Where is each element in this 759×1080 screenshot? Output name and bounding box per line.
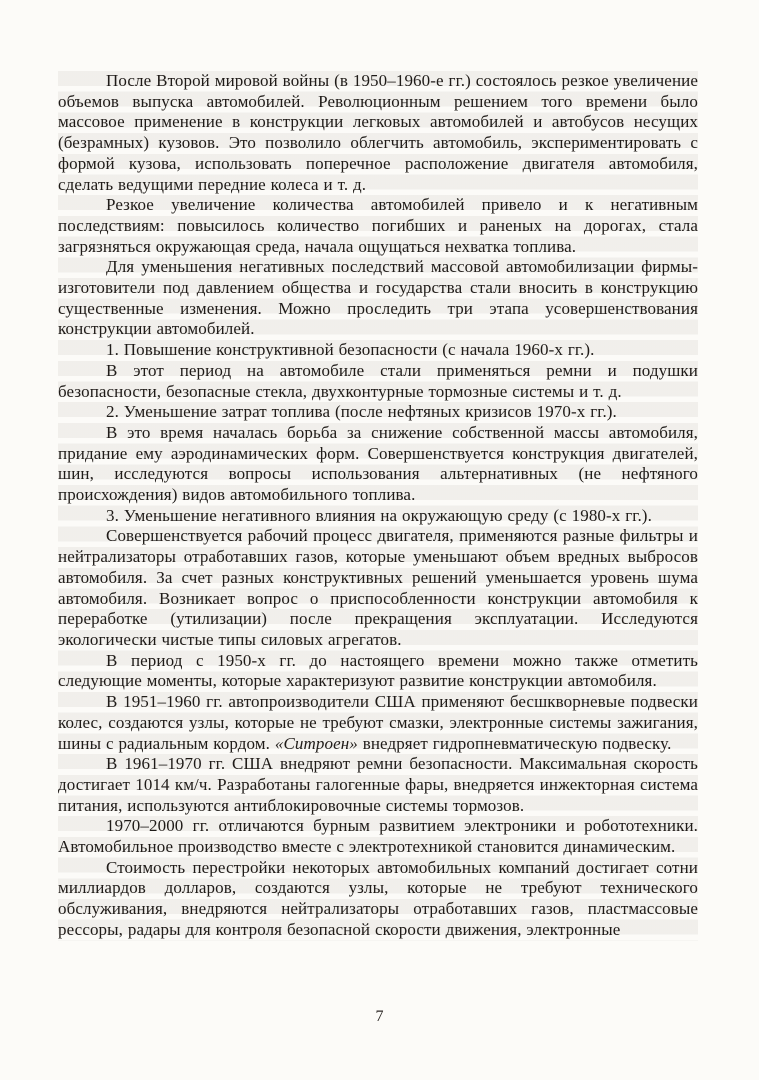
paragraph: В период с 1950-х гг. до настоящего времени можно также отметить следующие моменты, которые характеризуют развитие конструкции автомобиля. — [58, 650, 698, 691]
page-number: 7 — [375, 1008, 384, 1025]
paragraph — [58, 692, 698, 754]
paragraph-segment: В 1951–1960 гг. автопроизводители США применяют бесшкворневые подвески колес, создаются узлы, которые не требуют смазки, электронные системы зажигания, шины с радиальным кордом. — [58, 692, 698, 753]
brand-name-citroen: «Ситроен» — [274, 733, 358, 753]
paragraph-segment: внедряет гидропневматическую подвеску. — [357, 733, 672, 753]
text-block — [58, 71, 698, 941]
paragraph: Стоимость перестройки некоторых автомобильных компаний достигает сотни миллиардов долларов, создаются узлы, которые не требуют технического обслуживания, внедряются нейтрализаторы отработавших газов, пластмассовые рессоры, радары для контроля безопасной скорости движения, электронные — [58, 857, 698, 939]
paragraph: В это время началась борьба за снижение собственной массы автомобиля, придание ему аэродинамических форм. Совершенствуется конструкция двигателей, шин, исследуются вопросы использования альтернативных (не нефтяного происхождения) видов автомобильного топлива. — [58, 422, 698, 505]
list-item-3: 3. Уменьшение негативного влияния на окружающую среду (с 1980-х гг.). — [106, 505, 652, 525]
paragraph: В этот период на автомобиле стали применяться ремни и подушки безопасности, безопасные стекла, двухконтурные тормозные системы и т. д. — [58, 360, 698, 401]
paragraph: Совершенствуется рабочий процесс двигателя, применяются разные фильтры и нейтрализаторы отработавших газов, которые уменьшают объем вредных выбросов автомобиля. За счет разных конструктивных решений уменьшается уровень шума автомобиля. Возникает вопрос о приспособленности конструкции автомобиля к переработке (утилизации) после прекращения эксплуатации. Исследуются экологически чистые типы силовых агрегатов. — [58, 526, 698, 649]
paragraph: Резкое увеличение количества автомобилей привело и к негативным последствиям: повысилось количество погибших и раненых на дорогах, стала загрязняться окружающая среда, начала ощущаться нехватка топлива. — [58, 195, 698, 256]
paragraph: 1970–2000 гг. отличаются бурным развитием электроники и робототехники. Автомобильное производство вместе с электротехникой становится динамическим. — [58, 816, 698, 857]
paragraph: Для уменьшения негативных последствий массовой автомобилизации фирмы-изготовители под давлением общества и государства стали вносить в конструкцию существенные изменения. Можно проследить три этапа усовершенствования конструкции автомобилей. — [58, 257, 698, 339]
paragraph: В 1961–1970 гг. США внедряют ремни безопасности. Максимальная скорость достигает 1014 км/ч. Разработаны галогенные фары, внедряется инжекторная система питания, используются антиблокировочные системы тормозов. — [58, 754, 698, 815]
list-item-1: 1. Повышение конструктивной безопасности (с начала 1960-х гг.). — [106, 340, 595, 360]
paragraph: После Второй мировой войны (в 1950–1960-е гг.) состоялось резкое увеличение объемов выпуска автомобилей. Революционным решением того времени было массовое применение в конструкции легковых автомобилей и автобусов несущих (безрамных) кузовов. Это позволило облегчить автомобиль, экспериментировать с формой кузова, использовать поперечное расположение двигателя автомобиля, сделать ведущими передние колеса и т. д. — [58, 71, 698, 194]
list-item-2: 2. Уменьшение затрат топлива (после нефтяных кризисов 1970-х гг.). — [106, 402, 617, 422]
